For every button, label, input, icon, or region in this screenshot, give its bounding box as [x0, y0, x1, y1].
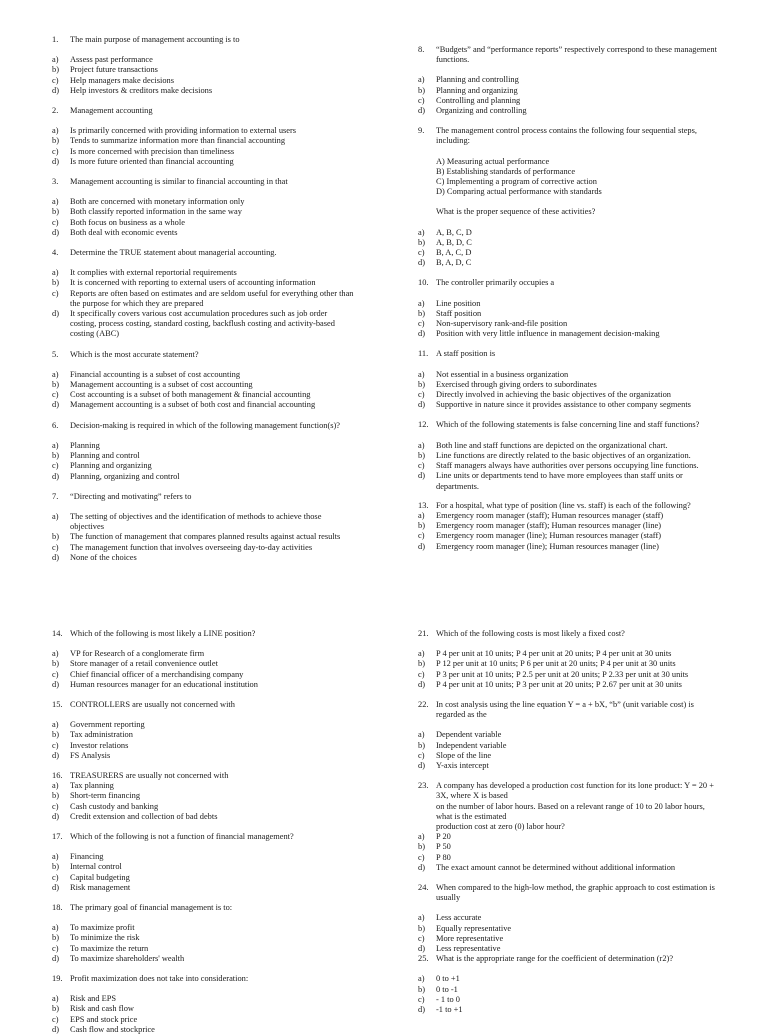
choice: d) Both deal with economic events: [52, 227, 178, 237]
choice: b) Equally representative: [418, 923, 512, 933]
choice: c) Is more concerned with precision than timeliness: [52, 146, 235, 156]
choice: b) Independent variable: [418, 740, 507, 750]
choice: b) Internal control: [52, 862, 122, 872]
choice: b) Tax administration: [52, 730, 133, 740]
choice: d) Help investors & creditors make decisions: [52, 85, 213, 95]
question-14: 14. Which of the following is most likely a LINE position?: [52, 629, 256, 638]
choice: a) Less accurate: [418, 913, 482, 923]
choice: c) More representative: [418, 933, 504, 943]
question-8: 8. “Budgets” and “performance reports” respectively correspond to these management functions.: [418, 45, 717, 65]
choice: b) Short-term financing: [52, 791, 141, 801]
question-10: 10. The controller primarily occupies a: [418, 278, 555, 288]
choice: b) A, B, D, C: [418, 237, 472, 247]
choice: d) The exact amount cannot be determined without additional information: [418, 862, 676, 872]
choice: a) Government reporting: [52, 720, 145, 730]
choice: a) Planning and controlling: [418, 75, 519, 85]
choice: c) Planning and organizing: [52, 461, 152, 471]
choice: d) Organizing and controlling: [418, 106, 527, 116]
choice: b) Project future transactions: [52, 65, 158, 75]
choice: b) Tends to summarize information more than financial accounting: [52, 136, 286, 146]
choice: c) P 80: [418, 852, 451, 862]
choice: d) Emergency room manager (line); Human resources manager (line): [418, 541, 659, 551]
choice: b) P 12 per unit at 10 units; P 6 per unit at 20 units; P 4 per unit at 30 units: [418, 659, 676, 669]
question-6: 6. Decision-making is required in which of the following management function(s)?: [52, 420, 341, 430]
question-16: 16. TREASURERS are usually not concerned with: [52, 771, 229, 781]
choice: c) Help managers make decisions: [52, 75, 174, 85]
choice: d) B, A, D, C: [418, 258, 472, 268]
choice: c) P 3 per unit at 10 units; P 2.5 per unit at 20 units; P 2.33 per unit at 30 units: [418, 669, 689, 679]
choice: a) To maximize profit: [52, 923, 135, 933]
choice: a) Not essential in a business organization: [418, 369, 569, 379]
choice: c) - 1 to 0: [418, 994, 460, 1004]
question-13: 13. For a hospital, what type of position (line vs. staff) is each of the following?: [418, 500, 691, 510]
column-top-left: [52, 35, 370, 563]
question-19: 19. Profit maximization does not take into consideration:: [52, 974, 249, 984]
choice: b) It is concerned with reporting to external users of accounting information: [52, 278, 316, 288]
question-9: 9. The management control process contains the following four sequential steps, including:: [418, 126, 697, 146]
choice: c) Directly involved in achieving the basic objectives of the organization: [418, 390, 671, 400]
question-5: 5. Which is the most accurate statement?: [52, 349, 199, 359]
column-bottom-right: [418, 629, 736, 1015]
choice: c) Cost accounting is a subset of both management & financial accounting: [52, 390, 311, 400]
choice: c) Chief financial officer of a merchandising company: [52, 669, 244, 679]
choice: a) Financing: [52, 852, 104, 862]
choice: d) Is more future oriented than financial accounting: [52, 156, 234, 166]
question-3: 3. Management accounting is similar to financial accounting in that: [52, 177, 288, 187]
choice: b) Emergency room manager (staff); Human resources manager (line): [418, 521, 662, 531]
question-4: 4. Determine the TRUE statement about managerial accounting.: [52, 248, 277, 258]
choice: b) Staff position: [418, 308, 482, 318]
choice: a) VP for Research of a conglomerate firm: [52, 649, 205, 659]
choice: a) Both line and staff functions are depicted on the organizational chart.: [418, 440, 668, 450]
choice: a) P 4 per unit at 10 units; P 4 per unit at 20 units; P 4 per unit at 30 units: [418, 649, 672, 659]
column-bottom-left: [52, 629, 370, 1035]
choice: b) To minimize the risk: [52, 933, 140, 943]
question-21: 21. Which of the following costs is most likely a fixed cost?: [418, 629, 625, 638]
choice: c) Cash custody and banking: [52, 801, 159, 811]
choice: d) To maximize shareholders' wealth: [52, 953, 185, 963]
choice: b) Management accounting is a subset of cost accounting: [52, 380, 253, 390]
question-23: 23. A company has developed a production cost function for its lone product: Y = 20 + 3X, where X is based: [418, 781, 714, 801]
question-2: 2. Management accounting: [52, 106, 153, 116]
choice: d) Credit extension and collection of bad debts: [52, 811, 218, 821]
choice: c) Controlling and planning: [418, 95, 521, 105]
activity-list: A) Measuring actual performance B) Establishing standards of performance C) Implementing a program of corrective action D) Comparing actual performance with standards What is the proper sequence of these activities?: [436, 156, 602, 217]
question-17: 17. Which of the following is not a function of financial management?: [52, 832, 294, 842]
choice: a) Planning: [52, 440, 100, 450]
choice: c) Capital budgeting: [52, 872, 130, 882]
choice: a) Both are concerned with monetary information only: [52, 197, 245, 207]
choice: b) Store manager of a retail convenience outlet: [52, 659, 218, 669]
choice: b) P 50: [418, 842, 451, 852]
choice: a) A, B, C, D: [418, 227, 472, 237]
choice: c) To maximize the return: [52, 943, 149, 953]
choice: b) Planning and organizing: [418, 85, 518, 95]
question-25: 25. What is the appropriate range for the coefficient of determination (r2)?: [418, 954, 674, 964]
choice: a) Risk and EPS: [52, 994, 117, 1004]
choice: b) Planning and control: [52, 451, 140, 461]
choice: b) Exercised through giving orders to subordinates: [418, 379, 597, 389]
choice: d) Human resources manager for an educational institution: [52, 679, 258, 689]
choice: a) Assess past performance: [52, 55, 153, 65]
choice: c) B, A, C, D: [418, 248, 472, 258]
choice: a) Dependent variable: [418, 730, 502, 740]
choice: d) Cash flow and stockprice: [52, 1024, 155, 1034]
choice: d) FS Analysis: [52, 750, 111, 760]
choice: c) Both focus on business as a whole: [52, 217, 185, 227]
choice: d) -1 to +1: [418, 1005, 463, 1015]
question-18: 18. The primary goal of financial management is to:: [52, 903, 233, 913]
choice: a) P 20: [418, 832, 451, 842]
choice: a) Financial accounting is a subset of cost accounting: [52, 369, 241, 379]
question-1: 1. The main purpose of management accounting is to: [52, 35, 240, 44]
choice: b) Line functions are directly related to the basic objectives of an organization.: [418, 450, 691, 460]
choice: b) Risk and cash flow: [52, 1004, 134, 1014]
choice: d) Risk management: [52, 882, 131, 892]
choice: a) Tax planning: [52, 781, 114, 791]
choice: c) Emergency room manager (line); Human resources manager (staff): [418, 531, 662, 541]
choice: a) Is primarily concerned with providing information to external users: [52, 126, 297, 136]
choice: c) Staff managers always have authorities over persons occupying line functions.: [418, 461, 699, 471]
question-7: 7. “Directing and motivating” refers to: [52, 491, 192, 501]
choice: c) Non-supervisory rank-and-file position: [418, 319, 568, 329]
question-11: 11. A staff position is: [418, 349, 496, 359]
choice: d) It specifically covers various cost accumulation procedures such as job order costing, process costing, standard costing, backflush costing and activity-based costing (ABC): [52, 309, 335, 339]
question-15: 15. CONTROLLERS are usually not concerned with: [52, 700, 235, 710]
question-24: 24. When compared to the high-low method, the graphic approach to cost estimation is usually: [418, 883, 715, 903]
choice: c) EPS and stock price: [52, 1014, 138, 1024]
column-top-right: [418, 45, 734, 552]
choice: d) Planning, organizing and control: [52, 471, 180, 481]
choice: a) Line position: [418, 298, 481, 308]
choice: b) 0 to -1: [418, 984, 458, 994]
choice: d) Position with very little influence in management decision-making: [418, 329, 660, 339]
choice: d) Y-axis intercept: [418, 761, 489, 771]
choice: c) The management function that involves overseeing day-to-day activities: [52, 542, 313, 552]
choice: c) Reports are often based on estimates and are seldom useful for everything other than the purpose for which they are prepared: [52, 288, 354, 308]
choice: b) Both classify reported information in the same way: [52, 207, 242, 217]
choice: d) P 4 per unit at 10 units; P 3 per unit at 20 units; P 2.67 per unit at 30 units: [418, 679, 682, 689]
choice: d) Less representative: [418, 944, 501, 954]
question-12: 12. Which of the following statements is false concerning line and staff functions?: [418, 420, 700, 430]
choice: d) Supportive in nature since it provides assistance to other company segments: [418, 400, 691, 410]
choice: a) It complies with external reportorial requirements: [52, 268, 237, 278]
choice: a) Emergency room manager (staff); Human resources manager (staff): [418, 510, 664, 520]
choice: c) Investor relations: [52, 740, 129, 750]
choice: d) None of the choices: [52, 552, 137, 562]
question-22: 22. In cost analysis using the line equation Y = a + bX, “b” (unit variable cost) is regarded as the: [418, 700, 694, 720]
choice: c) Slope of the line: [418, 750, 492, 760]
question-23-cont: on the number of labor hours. Based on a relevant range of 10 to 20 labor hours, what is the estimated production cost at zero (0) labor hour?: [436, 801, 705, 832]
choice: d) Line units or departments tend to have more employees than staff units or departments.: [418, 471, 683, 491]
choice: a) The setting of objectives and the identification of methods to achieve those objectives: [52, 511, 322, 532]
choice: a) 0 to +1: [418, 974, 460, 984]
choice: b) The function of management that compares planned results against actual results: [52, 532, 341, 542]
choice: d) Management accounting is a subset of both cost and financial accounting: [52, 400, 316, 410]
